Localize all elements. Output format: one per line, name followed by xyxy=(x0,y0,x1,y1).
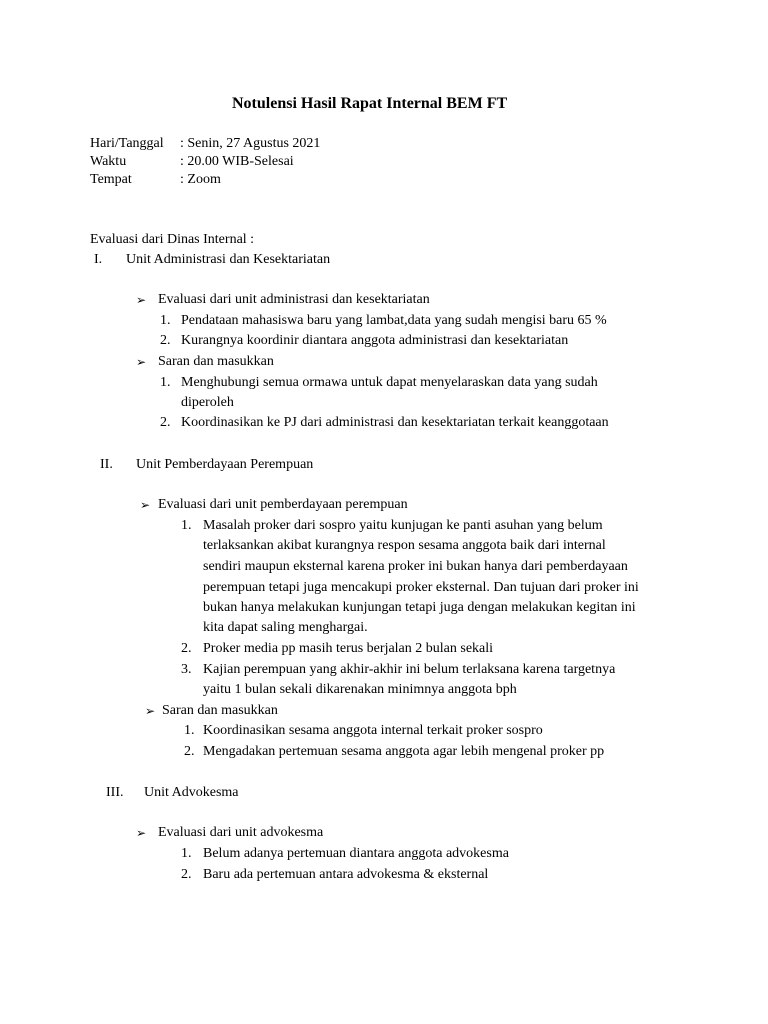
section-heading: Unit Administrasi dan Kesektariatan xyxy=(126,252,331,267)
item-number: 1. xyxy=(160,375,171,390)
arrow-bullet-icon: ➢ xyxy=(140,498,151,512)
intro-text: Evaluasi dari Dinas Internal : xyxy=(90,232,255,247)
item-number: 2. xyxy=(160,415,171,430)
item-text: Proker media pp masih terus berjalan 2 bulan sekali xyxy=(203,641,494,656)
item-number: 1. xyxy=(160,313,171,328)
group-heading: Saran dan masukkan xyxy=(158,354,274,369)
item-text: Kurangnya koordinir diantara anggota administrasi dan kesektariatan xyxy=(181,333,569,348)
section-numeral: II. xyxy=(100,457,113,472)
group-heading: Evaluasi dari unit advokesma xyxy=(158,825,324,840)
item-text: Masalah proker dari sospro yaitu kunjugan ke panti asuhan yang belum xyxy=(203,518,603,533)
item-text: bukan hanya melakukan kunjungan tetapi juga dengan melakukan kegitan ini xyxy=(203,600,636,615)
item-number: 1. xyxy=(181,846,192,861)
item-text: Koordinasikan ke PJ dari administrasi dan kesektariatan terkait keanggotaan xyxy=(181,415,609,430)
document-title: Notulensi Hasil Rapat Internal BEM FT xyxy=(232,95,508,112)
item-number: 2. xyxy=(181,867,192,882)
item-number: 1. xyxy=(181,518,192,533)
arrow-bullet-icon: ➢ xyxy=(136,355,147,369)
meta-value-date: : Senin, 27 Agustus 2021 xyxy=(180,136,321,151)
meta-value-time: : 20.00 WIB-Selesai xyxy=(180,154,294,169)
arrow-bullet-icon: ➢ xyxy=(145,704,156,718)
item-text: Baru ada pertemuan antara advokesma & eksternal xyxy=(203,867,489,882)
item-text: Belum adanya pertemuan diantara anggota advokesma xyxy=(203,846,509,861)
item-text: Kajian perempuan yang akhir-akhir ini belum terlaksana karena targetnya xyxy=(203,662,616,677)
arrow-bullet-icon: ➢ xyxy=(136,293,147,307)
item-number: 3. xyxy=(181,662,192,677)
item-text: diperoleh xyxy=(181,395,234,410)
group-heading: Saran dan masukkan xyxy=(162,703,278,718)
item-number: 2. xyxy=(160,333,171,348)
section-numeral: III. xyxy=(106,785,124,800)
section-numeral: I. xyxy=(94,252,103,267)
item-number: 1. xyxy=(184,723,195,738)
item-text: sendiri maupun eksternal karena proker ini bukan hanya dari pemberdayaan xyxy=(203,559,628,574)
item-text: Pendataan mahasiswa baru yang lambat,data yang sudah mengisi baru 65 % xyxy=(181,313,607,328)
group-heading: Evaluasi dari unit administrasi dan kesektariatan xyxy=(158,292,430,307)
item-text: kita dapat saling menghargai. xyxy=(203,620,368,635)
item-text: terlaksankan akibat kurangnya respon sesama anggota baik dari internal xyxy=(203,538,606,553)
meta-label-time: Waktu xyxy=(90,154,127,169)
section-heading: Unit Pemberdayaan Perempuan xyxy=(136,457,314,472)
item-number: 2. xyxy=(184,744,195,759)
item-text: yaitu 1 bulan sekali dikarenakan minimnya anggota bph xyxy=(203,682,517,697)
item-number: 2. xyxy=(181,641,192,656)
meta-label-date: Hari/Tanggal xyxy=(90,136,164,151)
arrow-bullet-icon: ➢ xyxy=(136,826,147,840)
item-text: Mengadakan pertemuan sesama anggota agar lebih mengenal proker pp xyxy=(203,744,605,759)
item-text: Koordinasikan sesama anggota internal terkait proker sospro xyxy=(203,723,543,738)
item-text: perempuan tetapi juga mencakupi proker eksternal. Dan tujuan dari proker ini xyxy=(203,580,639,595)
meta-label-place: Tempat xyxy=(90,172,132,187)
section-heading: Unit Advokesma xyxy=(144,785,239,800)
group-heading: Evaluasi dari unit pemberdayaan perempuan xyxy=(158,497,408,512)
item-text: Menghubungi semua ormawa untuk dapat menyelaraskan data yang sudah xyxy=(181,375,598,390)
meta-value-place: : Zoom xyxy=(180,172,221,187)
